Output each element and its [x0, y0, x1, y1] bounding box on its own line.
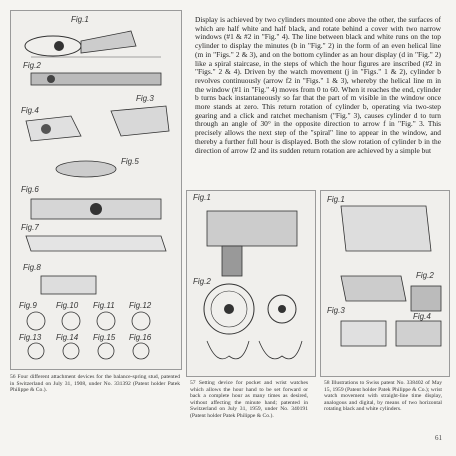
fig-label: Fig.13	[19, 333, 42, 342]
caption-57: 57 Setting device for pocket and wrist watches which allows the hour hand to be set forward or back a complete hour as many times as desired, without affecting the minute hand; patented in Switzerland on July 31, 1959, under No. 340191 (Patent holder Patek Philippe & Co.).	[190, 380, 308, 419]
fig-label: Fig.7	[21, 223, 39, 232]
fig-label: Fig.5	[121, 157, 139, 166]
fig-label: Fig.4	[413, 312, 431, 321]
fig-label: Fig.4	[21, 106, 39, 115]
page-number: 61	[435, 434, 442, 442]
fig-label: Fig.10	[56, 301, 79, 310]
fig-label: Fig.12	[129, 301, 152, 310]
fig-label: Fig.16	[129, 333, 152, 342]
body-text: Display is achieved by two cylinders mounted one above the other, the surfaces of which are half white and half black, and rotate behind a cover with two narrow windows (#1 & #2 in "Fig." 4). The line between black and white runs on the top cylinder to display the minutes (b in "Fig." 2) in the form of an even helical line (m in "Figs." 2 & 3), and on the bottom cylinder as an hour display (d in "Fig." 2) like a spiral staircase, in the steps of which the hour figures are inscribed (#2 in "Figs." 2 & 4). Driven by the watch movement (j in "Figs." 1 & 2), cylinder b revolves continuously (arrow f2 in "Figs." 1 & 3), whereby the helical line m in the window (#1 in "Fig." 4) moves from 0 to 60. When it reaches the end, cylinder b turns back instantaneously so far that the part of m visible in the window once more stands at zero. This return rotation of cylinder b, operating via two-step gearing and a click and ratchet mechanism ("Fig." 3), causes cylinder d to turn through an angle of 30° in the opposite direction to arrow f in "Fig." 3. This precisely allows the next step of the "spiral" line to appear in the window, and thereby a further full hour is displayed. Both the slow rotation of cylinder b in the direction of arrow f2 and its sudden return rotation are achieved by a simple but	[195, 15, 441, 155]
fig-label: Fig.11	[93, 301, 115, 310]
patent-plate-57	[186, 190, 316, 377]
fig-label: Fig.1	[71, 15, 89, 24]
fig-label: Fig.1	[327, 195, 345, 204]
patent-drawings-58	[321, 191, 449, 376]
fig-label: Fig.3	[136, 94, 154, 103]
fig-label: Fig.15	[93, 333, 116, 342]
fig-label: Fig.3	[327, 306, 345, 315]
fig-label: Fig.6	[21, 185, 39, 194]
fig-label: Fig.8	[23, 263, 41, 272]
fig-label: Fig.2	[416, 271, 434, 280]
fig-label: Fig.1	[193, 193, 211, 202]
patent-plate-56	[10, 10, 182, 370]
caption-56: 56 Four different attachment devices for the balance-spring stud, patented in Switzerland on July 31, 1908, under No. 331392 (Patent holder Patek Philippe & Co.).	[10, 374, 180, 394]
fig-label: Fig.14	[56, 333, 79, 342]
fig-label: Fig.9	[19, 301, 37, 310]
patent-plate-58	[320, 190, 450, 377]
caption-58: 58 Illustrations to Swiss patent No. 338402 of May 15, 1959 (Patent holder Patek Philippe & Co.); wrist watch movement with straight-line time display, analogous and digital, by means of two horizontal rotating black and white cylinders.	[324, 380, 442, 413]
fig-label: Fig.2	[23, 61, 41, 70]
fig-label: Fig.2	[193, 277, 211, 286]
